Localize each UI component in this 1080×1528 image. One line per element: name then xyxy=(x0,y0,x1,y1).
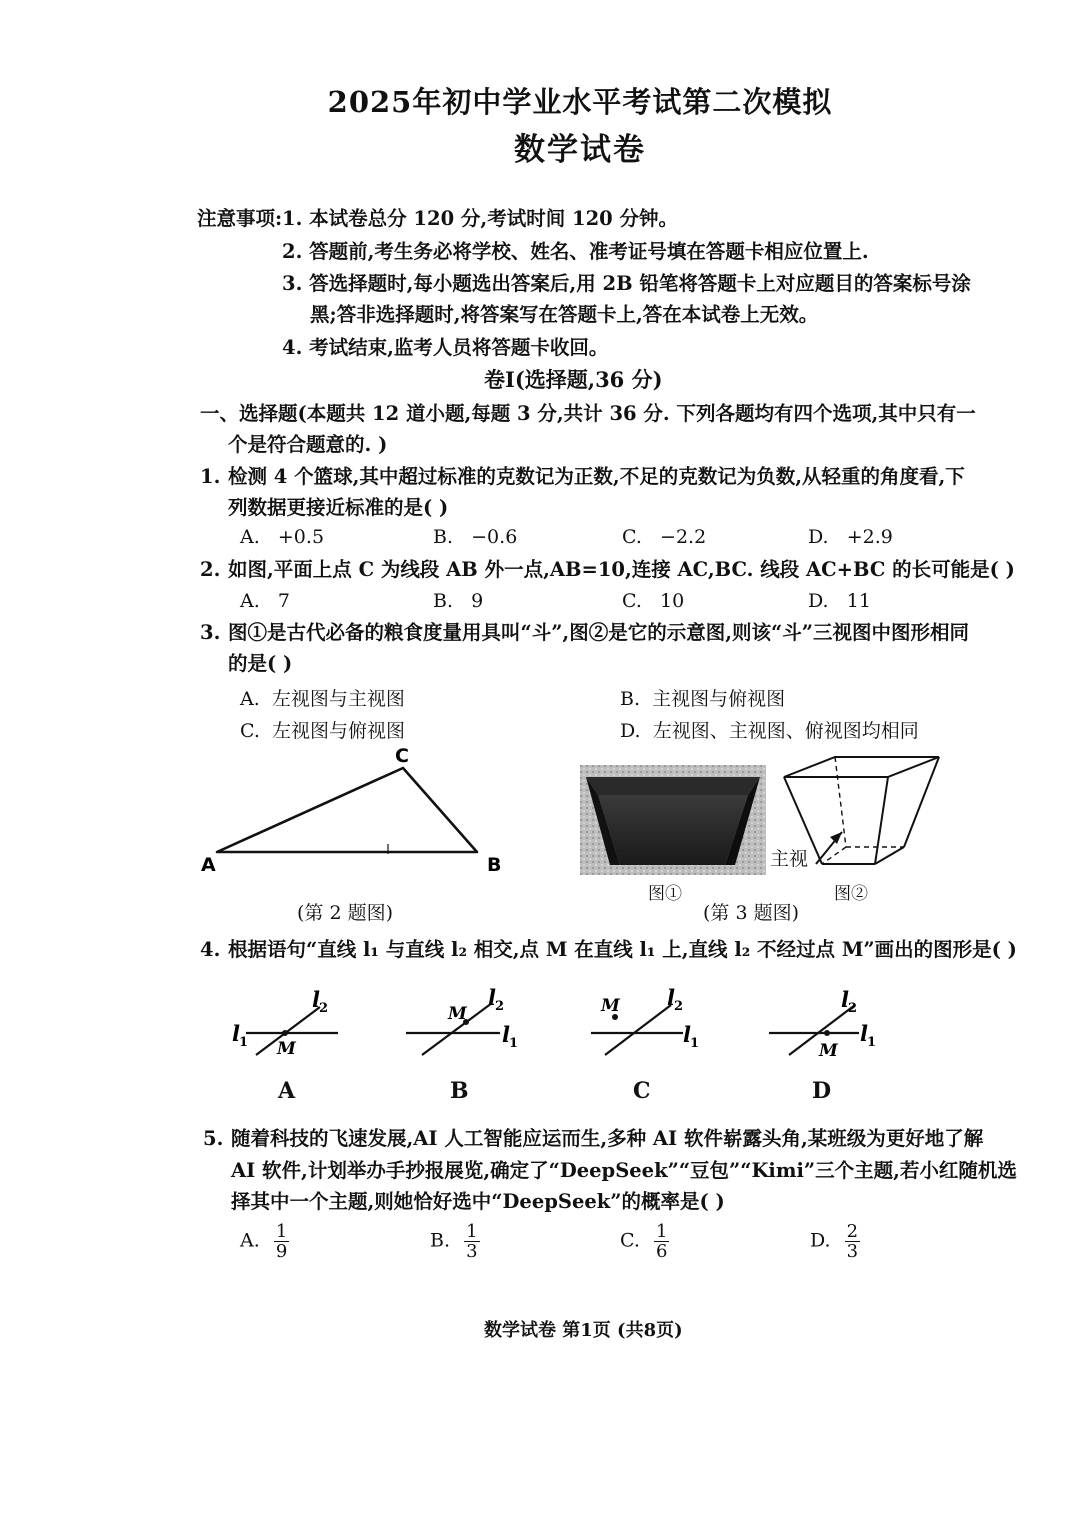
q2-option-b: B. 9 xyxy=(433,590,484,612)
q5-option-d: D. $\frac{2}{3}$ xyxy=(810,1221,859,1262)
section-instruction: 一、选择题(本题共 12 道小题,每题 3 分,共计 36 分. 下列各题均有四个选项,其中只有一 xyxy=(200,402,976,425)
svg-text:l: l xyxy=(232,1021,240,1046)
note-item-1: 1. 本试卷总分 120 分,考试时间 120 分钟。 xyxy=(282,207,678,230)
q4-option-c-label: C xyxy=(633,1078,651,1104)
q2-option-c: C. 10 xyxy=(622,590,685,612)
svg-text:l: l xyxy=(502,1022,510,1047)
point-b-label: B xyxy=(487,854,502,876)
q1-option-a: A. +0.5 xyxy=(240,526,325,548)
q4-option-d-label: D xyxy=(812,1078,832,1104)
q3-stem: 图①是古代必备的粮食度量用具叫“斗”,图②是它的示意图,则该“斗”三视图中图形相同 xyxy=(228,621,969,644)
q1-option-b: B. −0.6 xyxy=(433,526,518,548)
q4-option-d-figure xyxy=(765,985,890,1065)
q2-option-a: A. 7 xyxy=(240,590,290,612)
q5-option-a: A. $\frac{1}{9}$ xyxy=(240,1221,288,1262)
svg-text:l: l xyxy=(841,987,849,1012)
q2-option-d: D. 11 xyxy=(808,590,871,612)
svg-text:M: M xyxy=(601,996,620,1016)
page-footer: 数学试卷 第1页 (共8页) xyxy=(484,1320,683,1341)
svg-text:l: l xyxy=(667,985,675,1010)
svg-text:1: 1 xyxy=(239,1035,249,1050)
svg-text:2: 2 xyxy=(674,999,684,1014)
q1-option-d: D. +2.9 xyxy=(808,526,893,548)
q2-stem: 如图,平面上点 C 为线段 AB 外一点,AB=10,连接 AC,BC. 线段 AC+BC 的长可能是( ) xyxy=(228,558,1015,581)
q1-stem: 检测 4 个篮球,其中超过标准的克数记为正数,不足的克数记为负数,从轻重的角度看,下 xyxy=(228,465,965,488)
svg-text:l: l xyxy=(860,1021,868,1046)
q4-option-b-label: B xyxy=(450,1078,469,1104)
q4-number: 4. xyxy=(200,938,221,961)
q5-option-c: C. $\frac{1}{6}$ xyxy=(620,1221,668,1262)
q3-stem-cont: 的是( ) xyxy=(228,652,293,675)
figure-2-label: 图② xyxy=(834,884,868,904)
exam-title: 2025年初中学业水平考试第二次模拟 xyxy=(327,85,833,119)
q3-photo-figure xyxy=(580,765,766,875)
svg-text:2: 2 xyxy=(319,1001,329,1016)
q4-option-b-figure xyxy=(400,985,525,1065)
svg-text:l: l xyxy=(488,985,496,1010)
svg-text:M: M xyxy=(277,1039,296,1059)
section-instruction-cont: 个是符合题意的. ) xyxy=(228,433,388,456)
point-a-label: A xyxy=(201,854,216,876)
q5-number: 5. xyxy=(203,1127,224,1150)
point-c-label: C xyxy=(395,745,409,767)
note-item-3: 3. 答选择题时,每小题选出答案后,用 2B 铅笔将答题卡上对应题目的答案标号涂 xyxy=(282,272,971,295)
svg-text:M: M xyxy=(819,1041,838,1061)
q1-number: 1. xyxy=(200,465,221,488)
q3-option-a: A. 左视图与主视图 xyxy=(240,688,405,710)
q5-stem: 随着科技的飞速发展,AI 人工智能应运而生,多种 AI 软件崭露头角,某班级为更好地了解 xyxy=(231,1127,984,1150)
q3-number: 3. xyxy=(200,621,221,644)
svg-text:2: 2 xyxy=(848,1001,858,1016)
q1-option-c: C. −2.2 xyxy=(622,526,707,548)
note-item-4: 4. 考试结束,监考人员将答题卡收回。 xyxy=(282,336,609,359)
q3-figure-caption: (第 3 题图) xyxy=(703,902,799,924)
note-item-2: 2. 答题前,考生务必将学校、姓名、准考证号填在答题卡相应位置上. xyxy=(282,240,869,263)
q2-figure-caption: (第 2 题图) xyxy=(297,902,393,924)
q4-option-a-label: A xyxy=(278,1078,296,1104)
section-title: 卷Ⅰ(选择题,36 分) xyxy=(484,367,663,392)
q5-option-b: B. $\frac{1}{3}$ xyxy=(430,1221,478,1262)
q2-triangle-figure xyxy=(195,740,525,885)
svg-text:1: 1 xyxy=(867,1035,877,1050)
q4-option-a-figure xyxy=(228,985,348,1065)
figure-1-label: 图① xyxy=(648,884,682,904)
q1-stem-cont: 列数据更接近标准的是( ) xyxy=(228,496,449,519)
svg-text:2: 2 xyxy=(495,999,505,1014)
note-item-3-cont: 黑;答非选择题时,将答案写在答题卡上,答在本试卷上无效。 xyxy=(310,303,819,326)
exam-subject: 数学试卷 xyxy=(514,132,646,168)
svg-text:1: 1 xyxy=(690,1036,700,1051)
q3-option-c: C. 左视图与俯视图 xyxy=(240,720,406,742)
main-view-label: 主视 xyxy=(770,848,809,870)
svg-text:l: l xyxy=(683,1022,691,1047)
q5-stem-cont: AI 软件,计划举办手抄报展览,确定了“DeepSeek”“豆包”“Kimi”三个主题,若小红随机选 xyxy=(231,1159,1017,1182)
svg-text:1: 1 xyxy=(509,1036,519,1051)
q5-stem-cont-2: 择其中一个主题,则她恰好选中“DeepSeek”的概率是( ) xyxy=(231,1190,725,1213)
q4-option-c-figure xyxy=(585,985,710,1065)
svg-text:l: l xyxy=(312,987,320,1012)
svg-text:M: M xyxy=(448,1004,467,1024)
q3-option-d: D. 左视图、主视图、俯视图均相同 xyxy=(620,720,919,742)
q2-number: 2. xyxy=(200,558,221,581)
q4-stem: 根据语句“直线 l₁ 与直线 l₂ 相交,点 M 在直线 l₁ 上,直线 l₂ 不经过点 M”画出的图形是( ) xyxy=(228,938,1017,961)
q3-option-b: B. 主视图与俯视图 xyxy=(620,688,786,710)
notes-label: 注意事项: xyxy=(197,207,283,230)
